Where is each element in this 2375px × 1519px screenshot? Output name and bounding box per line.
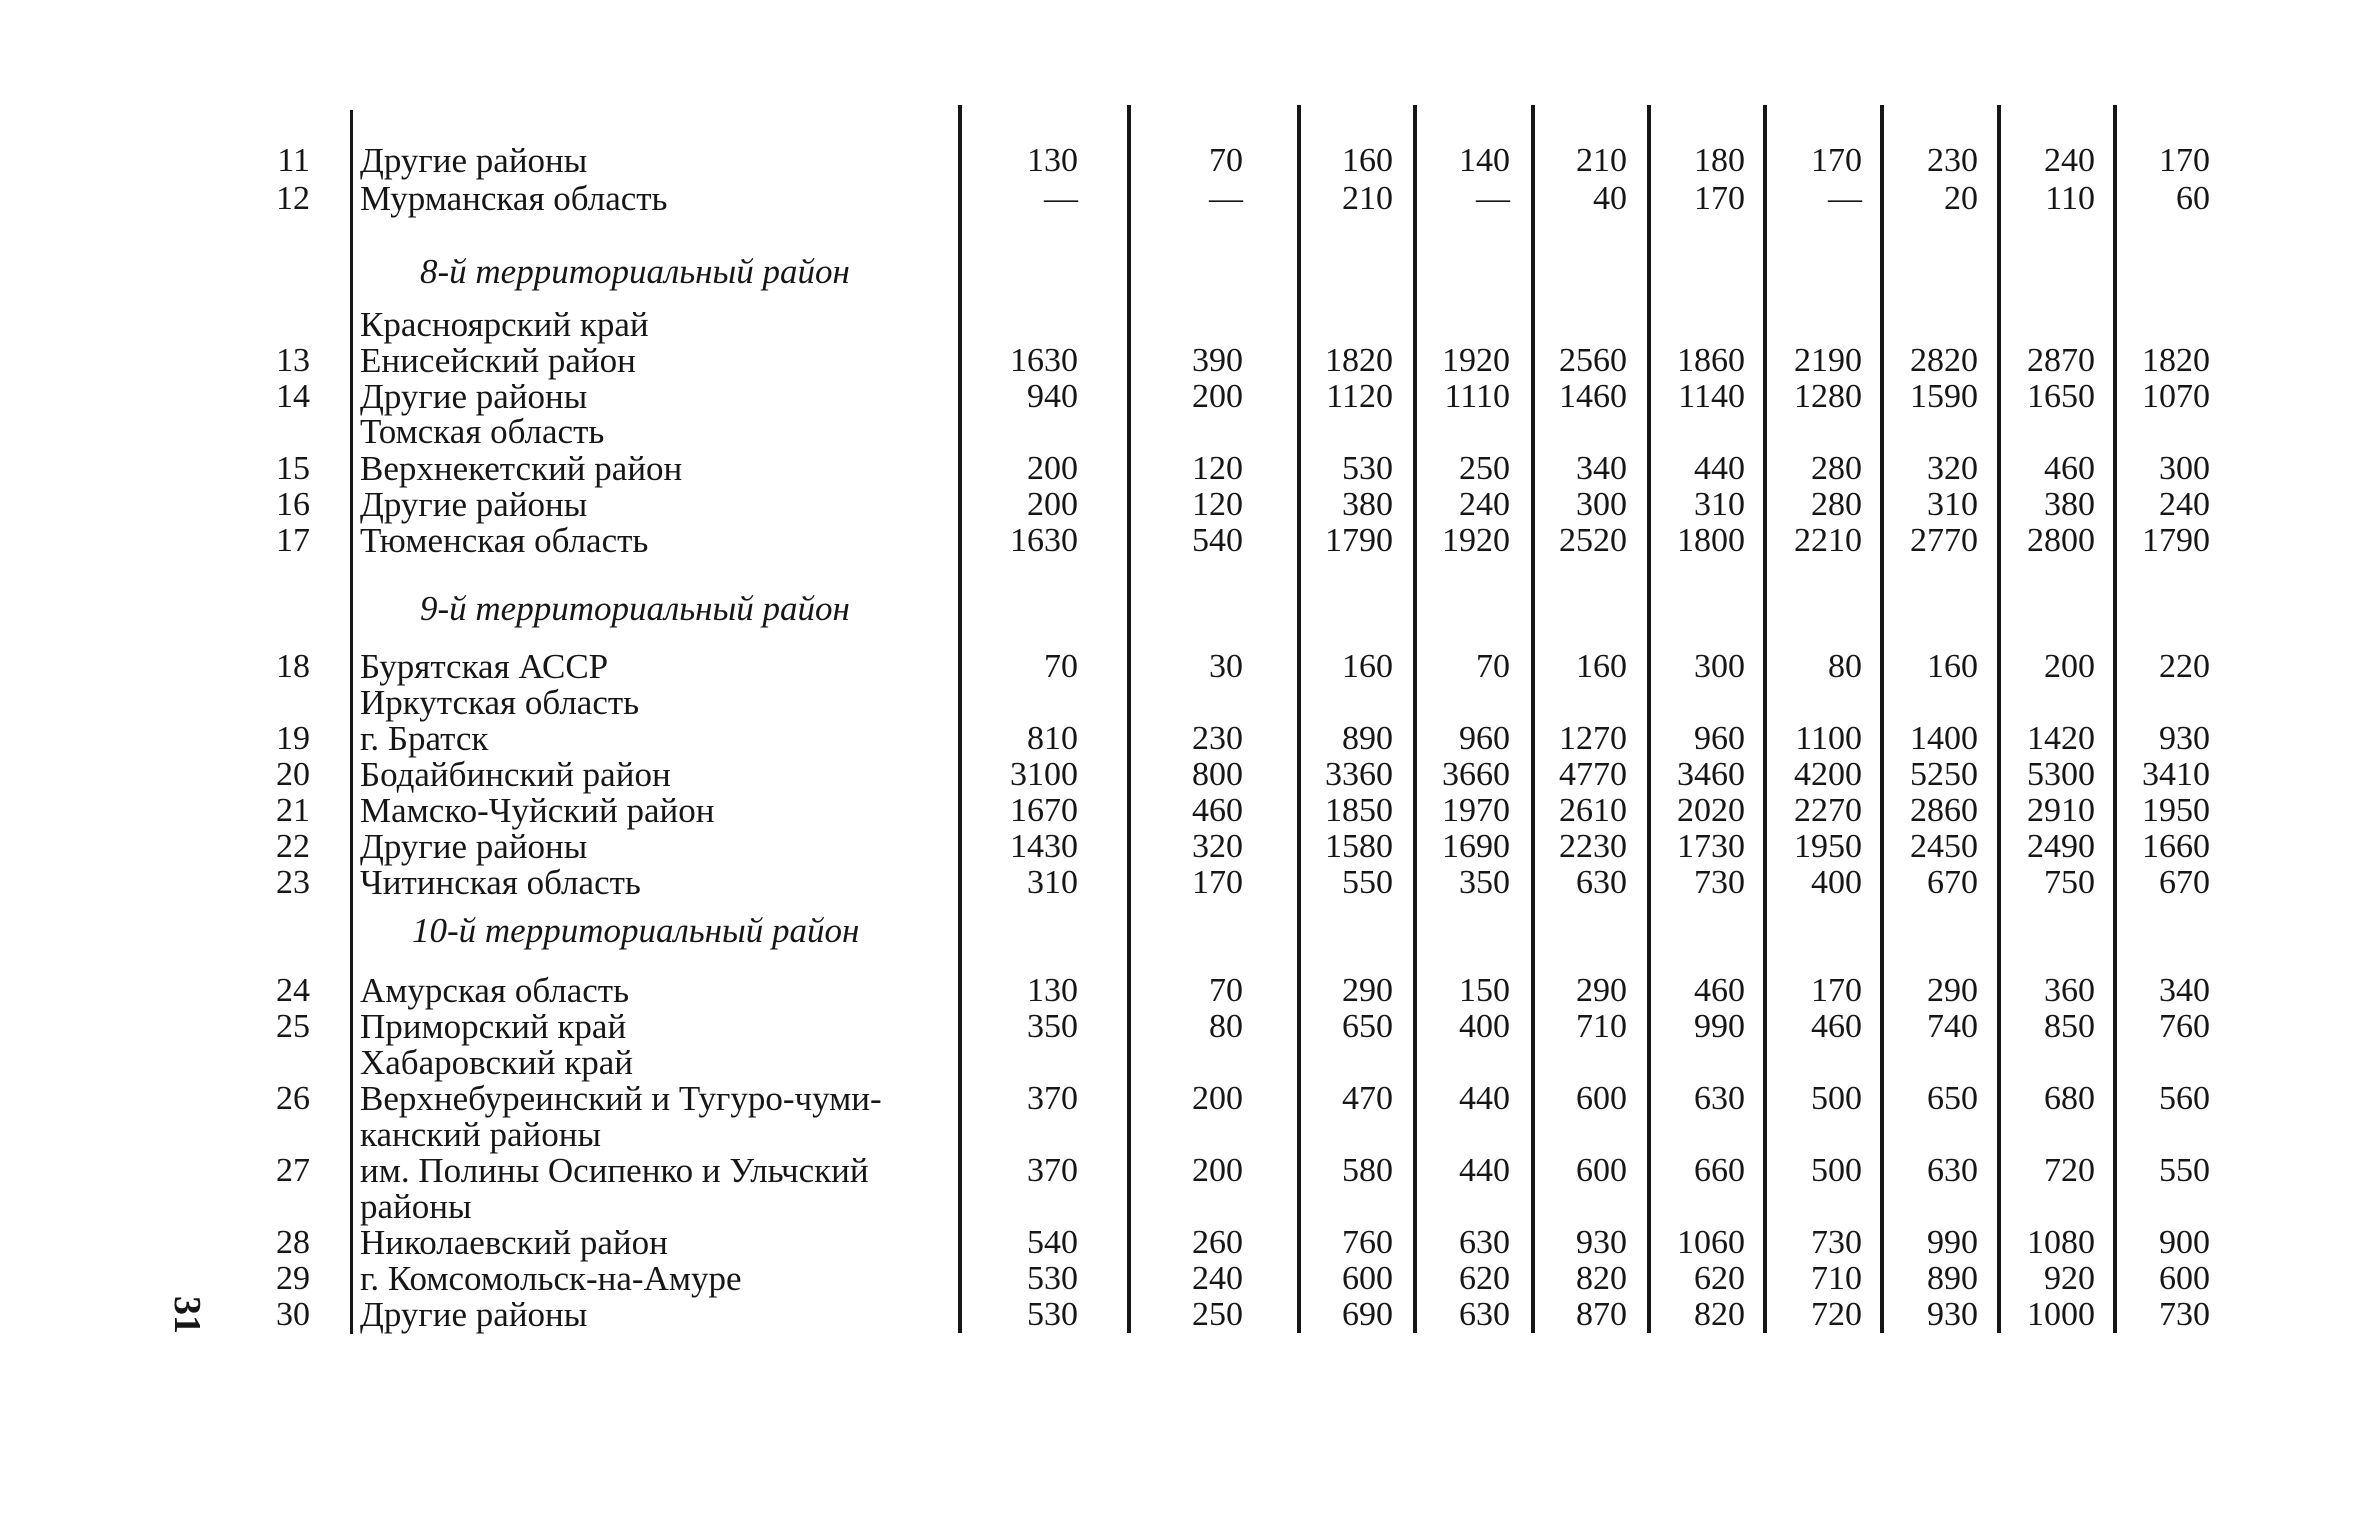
region-name: Верхнекетский район: [360, 449, 683, 488]
value-cell: 650: [1927, 1080, 1978, 1117]
value-cell: 1590: [1910, 378, 1978, 415]
row-number: 12: [276, 180, 310, 217]
value-cell: 3460: [1677, 756, 1745, 793]
value-cell: 200: [2044, 648, 2095, 685]
value-cell: 2450: [1910, 828, 1978, 865]
table-row: [0, 306, 2375, 344]
value-cell: 310: [1694, 486, 1745, 523]
row-number: 14: [276, 378, 310, 415]
value-cell: 160: [1927, 648, 1978, 685]
table-row: [0, 378, 2375, 416]
value-cell: 630: [1694, 1080, 1745, 1117]
value-cell: 670: [1927, 864, 1978, 901]
value-cell: 940: [1027, 378, 1078, 415]
value-cell: 400: [1459, 1008, 1510, 1045]
value-cell: 160: [1342, 142, 1393, 179]
value-cell: 70: [1476, 648, 1510, 685]
value-cell: 290: [1576, 972, 1627, 1009]
value-cell: 1820: [1325, 342, 1393, 379]
value-cell: 440: [1694, 450, 1745, 487]
value-cell: 1860: [1677, 342, 1745, 379]
region-name: Другие районы: [360, 485, 588, 524]
row-number: 24: [276, 972, 310, 1009]
value-cell: 310: [1927, 486, 1978, 523]
table-row: [0, 486, 2375, 524]
value-cell: 890: [1342, 720, 1393, 757]
region-name: Другие районы: [360, 377, 588, 416]
table-row: [0, 1224, 2375, 1262]
value-cell: 70: [1209, 972, 1243, 1009]
table-row: [0, 1260, 2375, 1298]
value-cell: 130: [1027, 972, 1078, 1009]
value-cell: 1060: [1677, 1224, 1745, 1261]
value-cell: 1630: [1010, 522, 1078, 559]
value-cell: 550: [2159, 1152, 2210, 1189]
value-cell: —: [1209, 180, 1243, 217]
value-cell: 30: [1209, 648, 1243, 685]
value-cell: 750: [2044, 864, 2095, 901]
value-cell: 2770: [1910, 522, 1978, 559]
row-number: 26: [276, 1080, 310, 1117]
value-cell: 3410: [2142, 756, 2210, 793]
value-cell: 600: [1576, 1080, 1627, 1117]
region-name: Тюменская область: [360, 521, 649, 560]
region-name: Николаевский район: [360, 1223, 668, 1262]
row-number: 11: [277, 142, 310, 179]
value-cell: 920: [2044, 1260, 2095, 1297]
value-cell: 2910: [2027, 792, 2095, 829]
value-cell: 40: [1593, 180, 1627, 217]
value-cell: 240: [1459, 486, 1510, 523]
value-cell: 820: [1694, 1296, 1745, 1333]
row-number: 23: [276, 864, 310, 901]
value-cell: 710: [1576, 1008, 1627, 1045]
table-row: [0, 342, 2375, 380]
value-cell: 160: [1342, 648, 1393, 685]
value-cell: 3360: [1325, 756, 1393, 793]
value-cell: 150: [1459, 972, 1510, 1009]
row-number: 16: [276, 486, 310, 523]
value-cell: 2210: [1794, 522, 1862, 559]
row-number: 29: [276, 1260, 310, 1297]
table-row: [0, 684, 2375, 722]
value-cell: 460: [2044, 450, 2095, 487]
value-cell: 300: [1694, 648, 1745, 685]
value-cell: —: [1476, 180, 1510, 217]
value-cell: 80: [1828, 648, 1862, 685]
region-name: Приморский край: [360, 1007, 627, 1046]
value-cell: 2800: [2027, 522, 2095, 559]
value-cell: 440: [1459, 1080, 1510, 1117]
value-cell: 1110: [1444, 378, 1510, 415]
value-cell: 540: [1192, 522, 1243, 559]
value-cell: 2020: [1677, 792, 1745, 829]
value-cell: 1850: [1325, 792, 1393, 829]
value-cell: 2860: [1910, 792, 1978, 829]
region-name: Иркутская область: [360, 683, 640, 722]
value-cell: 2230: [1559, 828, 1627, 865]
row-number: 27: [276, 1152, 310, 1189]
value-cell: 540: [1027, 1224, 1078, 1261]
value-cell: 5300: [2027, 756, 2095, 793]
value-cell: 850: [2044, 1008, 2095, 1045]
value-cell: 170: [1694, 180, 1745, 217]
value-cell: 600: [2159, 1260, 2210, 1297]
value-cell: 1950: [1794, 828, 1862, 865]
table-row: [0, 1116, 2375, 1154]
region-name: Мурманская область: [360, 179, 668, 218]
value-cell: 170: [1192, 864, 1243, 901]
value-cell: 290: [1342, 972, 1393, 1009]
value-cell: 1820: [2142, 342, 2210, 379]
value-cell: 1460: [1559, 378, 1627, 415]
value-cell: —: [1044, 180, 1078, 217]
table-row: [0, 1188, 2375, 1226]
value-cell: 730: [1811, 1224, 1862, 1261]
value-cell: 280: [1811, 450, 1862, 487]
region-name: канский районы: [360, 1115, 602, 1154]
value-cell: 900: [2159, 1224, 2210, 1261]
value-cell: 240: [1192, 1260, 1243, 1297]
value-cell: 740: [1927, 1008, 1978, 1045]
value-cell: 440: [1459, 1152, 1510, 1189]
value-cell: 1730: [1677, 828, 1745, 865]
value-cell: 1970: [1442, 792, 1510, 829]
row-number: 18: [276, 648, 310, 685]
value-cell: 260: [1192, 1224, 1243, 1261]
region-name: Амурская область: [360, 971, 630, 1010]
value-cell: 810: [1027, 720, 1078, 757]
value-cell: 560: [2159, 1080, 2210, 1117]
value-cell: 1070: [2142, 378, 2210, 415]
value-cell: 140: [1459, 142, 1510, 179]
value-cell: 230: [1927, 142, 1978, 179]
value-cell: 890: [1927, 1260, 1978, 1297]
region-name: Другие районы: [360, 827, 588, 866]
table-row: [0, 1080, 2375, 1118]
value-cell: 1670: [1010, 792, 1078, 829]
table-row: [0, 972, 2375, 1010]
value-cell: 200: [1027, 486, 1078, 523]
region-name: Томская область: [360, 412, 605, 451]
section-heading: 9-й территориальный район: [420, 589, 850, 628]
value-cell: 1630: [1010, 342, 1078, 379]
value-cell: 380: [2044, 486, 2095, 523]
table-row: [0, 142, 2375, 180]
value-cell: 960: [1694, 720, 1745, 757]
value-cell: 80: [1209, 1008, 1243, 1045]
value-cell: 460: [1192, 792, 1243, 829]
value-cell: 3660: [1442, 756, 1510, 793]
region-name: г. Комсомольск-на-Амуре: [360, 1259, 742, 1298]
value-cell: 210: [1576, 142, 1627, 179]
value-cell: 800: [1192, 756, 1243, 793]
value-cell: 340: [1576, 450, 1627, 487]
value-cell: 720: [1811, 1296, 1862, 1333]
value-cell: 110: [2045, 180, 2095, 217]
table-row: [0, 1008, 2375, 1046]
value-cell: 1400: [1910, 720, 1978, 757]
value-cell: 220: [2159, 648, 2210, 685]
value-cell: 500: [1811, 1080, 1862, 1117]
value-cell: 350: [1027, 1008, 1078, 1045]
value-cell: 530: [1027, 1260, 1078, 1297]
value-cell: 1800: [1677, 522, 1745, 559]
value-cell: 2490: [2027, 828, 2095, 865]
value-cell: 730: [2159, 1296, 2210, 1333]
region-name: Красноярский край: [360, 305, 649, 344]
value-cell: 760: [2159, 1008, 2210, 1045]
value-cell: 170: [1811, 142, 1862, 179]
value-cell: 210: [1342, 180, 1393, 217]
value-cell: 760: [1342, 1224, 1393, 1261]
value-cell: 2560: [1559, 342, 1627, 379]
value-cell: 390: [1192, 342, 1243, 379]
value-cell: 600: [1342, 1260, 1393, 1297]
value-cell: 1650: [2027, 378, 2095, 415]
value-cell: 340: [2159, 972, 2210, 1009]
value-cell: 820: [1576, 1260, 1627, 1297]
value-cell: 990: [1694, 1008, 1745, 1045]
value-cell: 160: [1576, 648, 1627, 685]
value-cell: 3100: [1010, 756, 1078, 793]
table-row: [0, 648, 2375, 686]
region-name: Другие районы: [360, 1295, 588, 1334]
value-cell: 990: [1927, 1224, 1978, 1261]
value-cell: 200: [1192, 378, 1243, 415]
value-cell: 250: [1459, 450, 1510, 487]
value-cell: 550: [1342, 864, 1393, 901]
value-cell: 1430: [1010, 828, 1078, 865]
value-cell: 70: [1209, 142, 1243, 179]
value-cell: 350: [1459, 864, 1510, 901]
value-cell: 630: [1459, 1224, 1510, 1261]
value-cell: 240: [2159, 486, 2210, 523]
value-cell: 370: [1027, 1152, 1078, 1189]
value-cell: 730: [1694, 864, 1745, 901]
value-cell: 380: [1342, 486, 1393, 523]
value-cell: 2270: [1794, 792, 1862, 829]
value-cell: 320: [1192, 828, 1243, 865]
row-number: 15: [276, 450, 310, 487]
value-cell: 670: [2159, 864, 2210, 901]
value-cell: 600: [1576, 1152, 1627, 1189]
value-cell: 120: [1192, 450, 1243, 487]
value-cell: 360: [2044, 972, 2095, 1009]
section-heading: 10-й территориальный район: [412, 911, 860, 950]
value-cell: 4770: [1559, 756, 1627, 793]
value-cell: 1950: [2142, 792, 2210, 829]
value-cell: 620: [1694, 1260, 1745, 1297]
value-cell: 200: [1192, 1152, 1243, 1189]
value-cell: 530: [1027, 1296, 1078, 1333]
region-name: Хабаровский край: [360, 1043, 633, 1082]
table-row: [0, 720, 2375, 758]
region-name: Читинская область: [360, 863, 641, 902]
region-name: Бодайбинский район: [360, 755, 671, 794]
value-cell: 300: [2159, 450, 2210, 487]
value-cell: 2870: [2027, 342, 2095, 379]
value-cell: 1100: [1795, 720, 1862, 757]
value-cell: 240: [2044, 142, 2095, 179]
value-cell: 310: [1027, 864, 1078, 901]
table-row: [0, 1044, 2375, 1082]
value-cell: 630: [1927, 1152, 1978, 1189]
value-cell: 60: [2176, 180, 2210, 217]
value-cell: 200: [1192, 1080, 1243, 1117]
value-cell: 180: [1694, 142, 1745, 179]
page-number: 31: [166, 1296, 208, 1334]
value-cell: 2190: [1794, 342, 1862, 379]
region-name: Другие районы: [360, 141, 588, 180]
table-row: [0, 1296, 2375, 1334]
value-cell: 4200: [1794, 756, 1862, 793]
value-cell: —: [1828, 180, 1862, 217]
value-cell: 680: [2044, 1080, 2095, 1117]
table-row: [0, 413, 2375, 451]
value-cell: 960: [1459, 720, 1510, 757]
table-row: [0, 792, 2375, 830]
value-cell: 650: [1342, 1008, 1393, 1045]
table-row: [0, 522, 2375, 560]
value-cell: 2820: [1910, 342, 1978, 379]
value-cell: 470: [1342, 1080, 1393, 1117]
row-number: 21: [276, 792, 310, 829]
value-cell: 300: [1576, 486, 1627, 523]
value-cell: 1920: [1442, 522, 1510, 559]
row-number: 28: [276, 1224, 310, 1261]
section-heading: 8-й территориальный район: [420, 252, 850, 291]
value-cell: 2610: [1559, 792, 1627, 829]
value-cell: 1000: [2027, 1296, 2095, 1333]
value-cell: 250: [1192, 1296, 1243, 1333]
value-cell: 930: [2159, 720, 2210, 757]
table-row: [0, 828, 2375, 866]
value-cell: 320: [1927, 450, 1978, 487]
value-cell: 170: [2159, 142, 2210, 179]
value-cell: 1690: [1442, 828, 1510, 865]
value-cell: 720: [2044, 1152, 2095, 1189]
table-row: [0, 180, 2375, 218]
row-number: 25: [276, 1008, 310, 1045]
value-cell: 200: [1027, 450, 1078, 487]
value-cell: 400: [1811, 864, 1862, 901]
table-row: [0, 1152, 2375, 1190]
row-number: 22: [276, 828, 310, 865]
value-cell: 630: [1576, 864, 1627, 901]
region-name: Бурятская АССР: [360, 647, 609, 686]
value-cell: 930: [1927, 1296, 1978, 1333]
value-cell: 660: [1694, 1152, 1745, 1189]
value-cell: 460: [1694, 972, 1745, 1009]
table-row: [0, 450, 2375, 488]
value-cell: 500: [1811, 1152, 1862, 1189]
value-cell: 620: [1459, 1260, 1510, 1297]
value-cell: 170: [1811, 972, 1862, 1009]
value-cell: 580: [1342, 1152, 1393, 1189]
value-cell: 70: [1044, 648, 1078, 685]
value-cell: 5250: [1910, 756, 1978, 793]
row-number: 19: [276, 720, 310, 757]
value-cell: 280: [1811, 486, 1862, 523]
value-cell: 630: [1459, 1296, 1510, 1333]
value-cell: 290: [1927, 972, 1978, 1009]
value-cell: 1420: [2027, 720, 2095, 757]
value-cell: 690: [1342, 1296, 1393, 1333]
value-cell: 370: [1027, 1080, 1078, 1117]
value-cell: 870: [1576, 1296, 1627, 1333]
value-cell: 2520: [1559, 522, 1627, 559]
value-cell: 1790: [1325, 522, 1393, 559]
value-cell: 1660: [2142, 828, 2210, 865]
value-cell: 1270: [1559, 720, 1627, 757]
value-cell: 120: [1192, 486, 1243, 523]
value-cell: 20: [1944, 180, 1978, 217]
row-number: 20: [276, 756, 310, 793]
value-cell: 1280: [1794, 378, 1862, 415]
region-name: г. Братск: [360, 719, 489, 758]
value-cell: 930: [1576, 1224, 1627, 1261]
row-number: 30: [276, 1296, 310, 1333]
region-name: Мамско-Чуйский район: [360, 791, 715, 830]
row-number: 17: [276, 522, 310, 559]
value-cell: 1140: [1678, 378, 1745, 415]
row-number: 13: [276, 342, 310, 379]
value-cell: 530: [1342, 450, 1393, 487]
region-name: Енисейский район: [360, 341, 636, 380]
region-name: им. Полины Осипенко и Ульчский: [360, 1151, 869, 1190]
region-name: районы: [360, 1187, 472, 1226]
region-name: Верхнебуреинский и Тугуро-чуми-: [360, 1079, 882, 1118]
value-cell: 1080: [2027, 1224, 2095, 1261]
value-cell: 130: [1027, 142, 1078, 179]
value-cell: 1120: [1326, 378, 1393, 415]
value-cell: 1580: [1325, 828, 1393, 865]
value-cell: 1790: [2142, 522, 2210, 559]
value-cell: 1920: [1442, 342, 1510, 379]
value-cell: 230: [1192, 720, 1243, 757]
value-cell: 710: [1811, 1260, 1862, 1297]
table-row: [0, 756, 2375, 794]
value-cell: 460: [1811, 1008, 1862, 1045]
table-row: [0, 864, 2375, 902]
